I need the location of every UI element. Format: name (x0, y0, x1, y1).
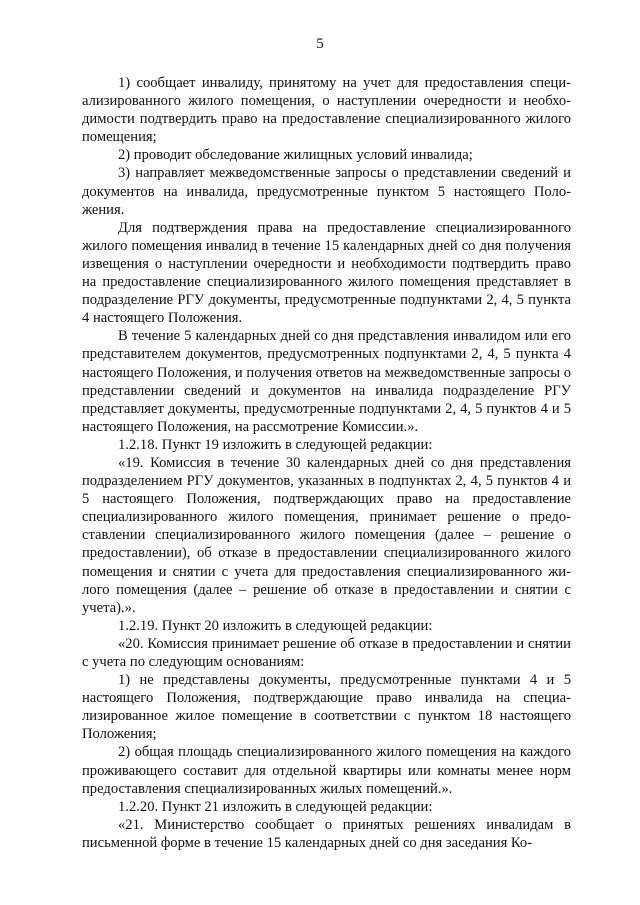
paragraph-ground-2: 2) общая площадь специализированного жилого помещения на каждого проживающего составит для отдельной квартиры или комнаты менее норм предоставления специализированных жилых помещений.». (82, 744, 571, 797)
paragraph-item-3: 3) направляет межведомственные запросы о представлении сведений и документов на инвалида, предусмотренные пунктом 5 настоящего Положения. (82, 165, 571, 218)
paragraph-amend-20: 1.2.19. Пункт 20 изложить в следующей редакции: (118, 617, 433, 634)
paragraph-point-19: «19. Комиссия в течение 30 календарных дней со дня представления подразделением РГУ документов, указанных в подпунктах 2, 4, 5 пунктов 4 и 5 настоящего Положения, подтверждающих право на предоставление специализированного жилого помещения, принимает решение о предоставлении специализированного жилого помещения (далее – решение о предоставлении), об отказе в предоставлении специализированного жилого помещения и снятии с учета для предоставления специализированного жилого помещения (далее – решение об отказе в предоставлении и снятии с учета).». (82, 454, 571, 616)
paragraph-item-1: 1) сообщает инвалиду, принятому на учет для предоставления специализированного жилого помещения, о наступлении очередности и необходимости подтвердить право на предоставление специализированного жилого помещения; (82, 75, 571, 146)
document-body (82, 74, 571, 852)
paragraph-ground-1: 1) не представлены документы, предусмотренные пунктами 4 и 5 настоящего Положения, подтверждающие право инвалида на специализированное жилое помещение в соответствии с пунктом 18 настоящего Положения; (82, 672, 571, 743)
paragraph-amend-19: 1.2.18. Пункт 19 изложить в следующей редакции: (118, 436, 433, 453)
paragraph-confirmation: Для подтверждения права на предоставление специализированного жилого помещения инвалид в течение 15 календарных дней со дня получения извещения о наступлении очередности и необходимости подтвердить право на предоставление специализированного жилого помещения представляет в подразделение РГУ документы, предусмотренные подпунктами 2, 4, 5 пункта 4 настоящего Положения. (82, 219, 571, 327)
paragraph-amend-21: 1.2.20. Пункт 21 изложить в следующей редакции: (118, 798, 433, 815)
paragraph-rgu-submission: В течение 5 календарных дней со дня представления инвалидом или его представителем документов, предусмотренных подпунктами 2, 4, 5 пункта 4 настоящего Положения, и получения ответов на межведомственные запросы о представлении сведений и документов на инвалида подразделение РГУ представляет документы, предусмотренные подпунктами 2, 4, 5 пунктов 4 и 5 настоящего Положения, на рассмотрение Комиссии.». (82, 328, 571, 435)
paragraph-point-20: «20. Комиссия принимает решение об отказе в предоставлении и снятии с учета по следующим основаниям: (82, 635, 571, 670)
paragraph-item-2: 2) проводит обследование жилищных условий инвалида; (118, 147, 473, 164)
page-number: 5 (316, 36, 324, 52)
paragraph-point-21: «21. Министерство сообщает о принятых решениях инвалидам в письменной форме в течение 15 календарных дней со дня заседания Ко- (82, 816, 571, 851)
